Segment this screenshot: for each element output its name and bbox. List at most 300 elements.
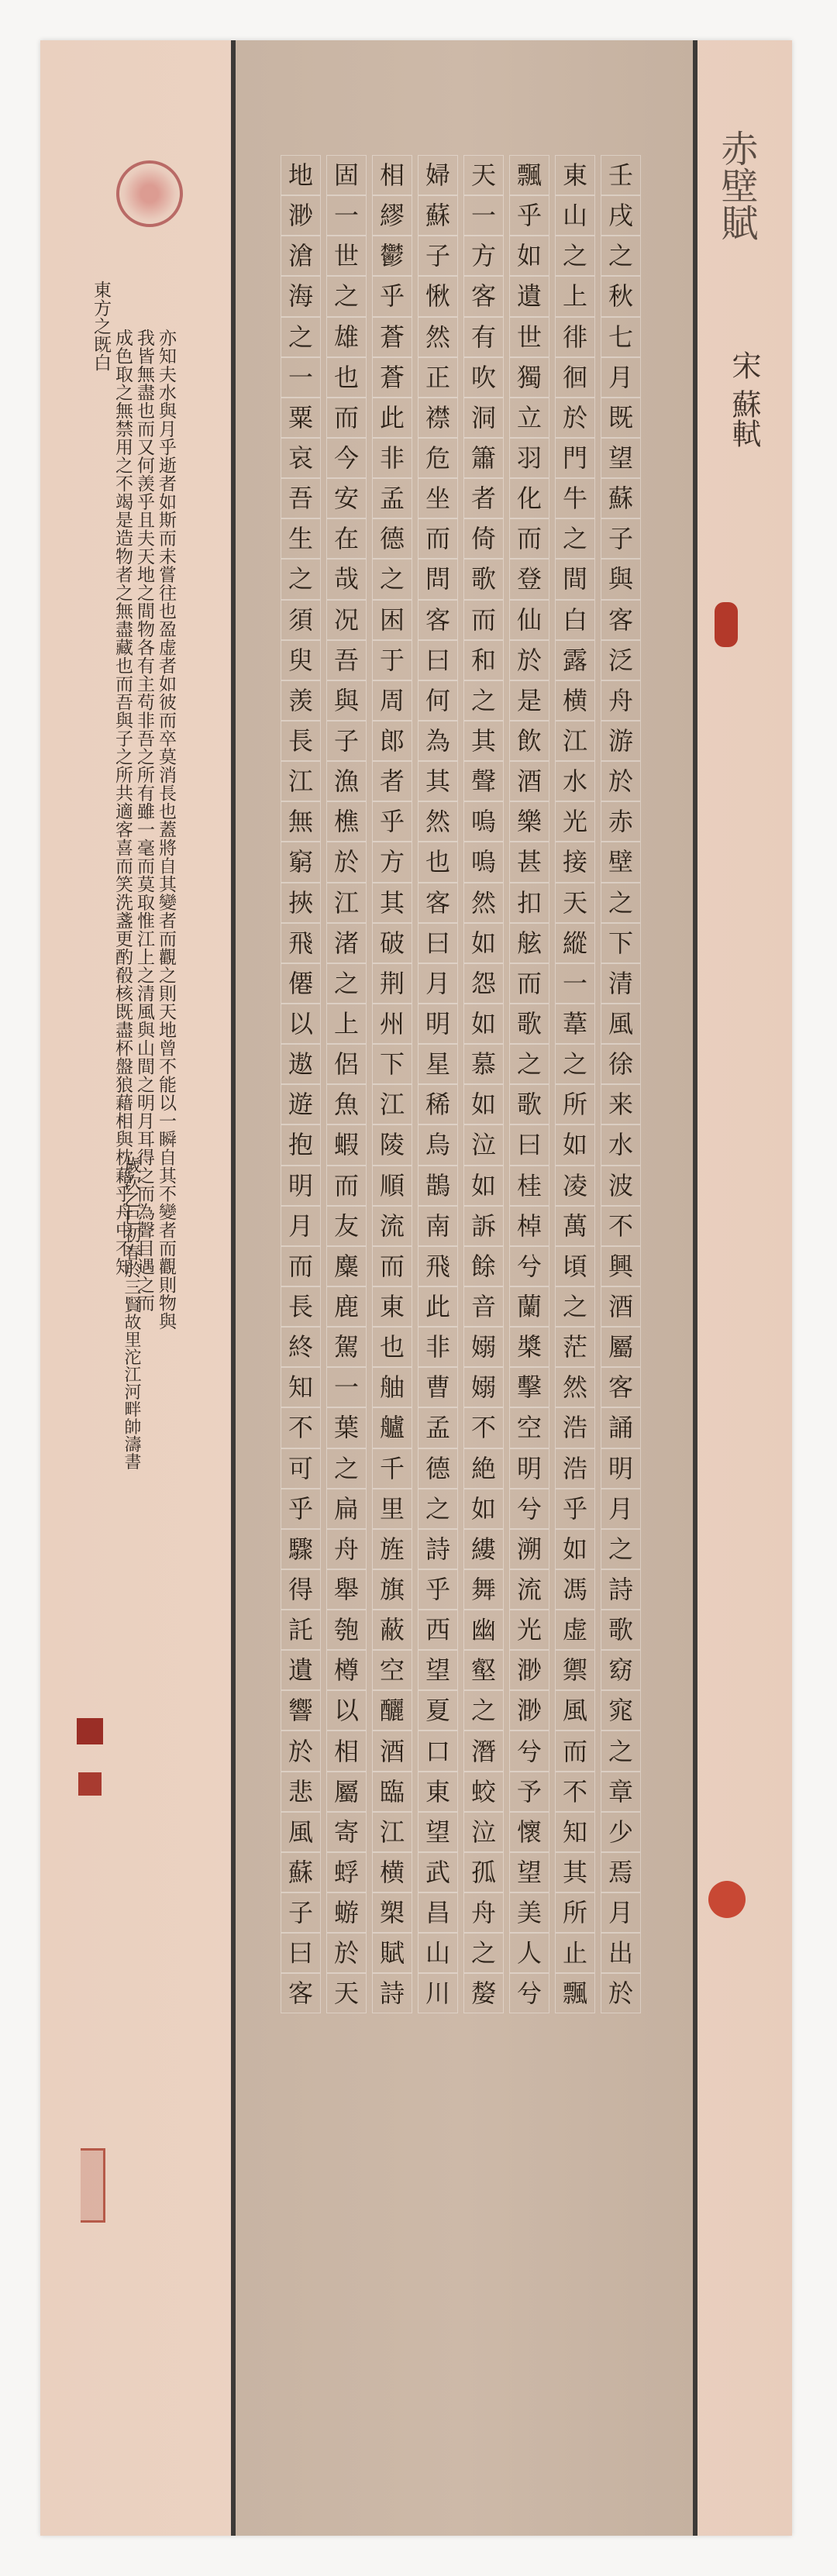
- character-cell: 江: [372, 1084, 412, 1124]
- character-cell: 洞: [463, 398, 504, 438]
- character-cell: 舳: [372, 1367, 412, 1407]
- character-cell: 舟: [463, 1892, 504, 1933]
- character-cell: 下: [372, 1044, 412, 1084]
- character-cell: 之: [555, 518, 595, 559]
- character-cell: 舷: [509, 923, 549, 963]
- character-cell: 生: [281, 518, 321, 559]
- character-cell: 月: [281, 1206, 321, 1246]
- character-cell: 順: [372, 1166, 412, 1206]
- character-cell: 誦: [601, 1407, 641, 1448]
- character-cell: 乎: [418, 1569, 458, 1610]
- character-cell: 酒: [372, 1731, 412, 1771]
- character-cell: 歌: [463, 559, 504, 599]
- character-cell: 寄: [326, 1812, 367, 1852]
- character-cell: 其: [372, 883, 412, 923]
- character-cell: 粟: [281, 398, 321, 438]
- character-cell: 徊: [555, 357, 595, 398]
- character-cell: 孟: [418, 1407, 458, 1448]
- character-cell: 友: [326, 1206, 367, 1246]
- side-text-column-3: 成色取之無禁用之不竭是造物者之無盡藏也而吾與子之所共適客喜而笑洗盞更酌殽核既盡杯盤狼藉相與枕藉乎舟中不知: [112, 329, 133, 1276]
- character-cell: 者: [372, 761, 412, 801]
- character-cell: 所: [555, 1892, 595, 1933]
- character-cell: 不: [555, 1772, 595, 1812]
- character-cell: 接: [555, 842, 595, 882]
- character-cell: 乎: [555, 1489, 595, 1529]
- character-cell: 乎: [372, 276, 412, 316]
- character-cell: 客: [601, 600, 641, 640]
- character-cell: 東: [372, 1286, 412, 1327]
- text-column: [463, 155, 504, 2499]
- character-cell: 擊: [509, 1367, 549, 1407]
- character-cell: 風: [281, 1812, 321, 1852]
- character-cell: 下: [601, 923, 641, 963]
- character-cell: 子: [601, 518, 641, 559]
- character-cell: 長: [281, 1286, 321, 1327]
- character-cell: 安: [326, 478, 367, 518]
- character-cell: 於: [601, 761, 641, 801]
- character-cell: 其: [418, 761, 458, 801]
- character-cell: 蒼: [372, 317, 412, 357]
- character-cell: 立: [509, 398, 549, 438]
- character-cell: 飛: [281, 923, 321, 963]
- character-cell: 子: [326, 721, 367, 761]
- character-cell: 曰: [281, 1933, 321, 1973]
- character-cell: 須: [281, 600, 321, 640]
- character-cell: 者: [463, 478, 504, 518]
- character-cell: 鵲: [418, 1166, 458, 1206]
- character-cell: 世: [509, 317, 549, 357]
- round-seal-stamp: [116, 160, 183, 227]
- character-cell: 無: [281, 801, 321, 842]
- character-cell: 有: [463, 317, 504, 357]
- character-cell: 而: [281, 1246, 321, 1286]
- character-cell: 遊: [281, 1084, 321, 1124]
- character-cell: 天: [326, 1973, 367, 2013]
- character-cell: 如: [463, 923, 504, 963]
- character-cell: 愀: [418, 276, 458, 316]
- character-cell: 况: [326, 600, 367, 640]
- character-cell: 空: [372, 1650, 412, 1690]
- character-cell: 坐: [418, 478, 458, 518]
- character-cell: 壁: [601, 842, 641, 882]
- character-cell: 門: [555, 438, 595, 478]
- character-cell: 明: [418, 1004, 458, 1044]
- character-cell: 州: [372, 1004, 412, 1044]
- character-cell: 如: [463, 1489, 504, 1529]
- character-cell: 飄: [555, 1973, 595, 2013]
- character-cell: 而: [555, 1731, 595, 1771]
- character-cell: 美: [509, 1892, 549, 1933]
- character-cell: 方: [372, 842, 412, 882]
- character-cell: 曹: [418, 1367, 458, 1407]
- character-cell: 空: [509, 1407, 549, 1448]
- character-cell: 子: [281, 1892, 321, 1933]
- character-cell: 一: [326, 195, 367, 236]
- character-cell: 然: [463, 883, 504, 923]
- character-cell: 賦: [372, 1933, 412, 1973]
- character-cell: 在: [326, 518, 367, 559]
- character-cell: 於: [281, 1731, 321, 1771]
- signature-seal-2: [78, 1772, 102, 1796]
- character-cell: 横: [372, 1852, 412, 1892]
- text-column: [601, 155, 641, 2499]
- character-cell: 泛: [601, 640, 641, 680]
- character-cell: 舟: [601, 680, 641, 721]
- character-cell: 相: [372, 155, 412, 195]
- character-cell: 響: [281, 1690, 321, 1731]
- character-cell: 吾: [281, 478, 321, 518]
- character-cell: 襟: [418, 398, 458, 438]
- character-cell: 不: [281, 1407, 321, 1448]
- character-cell: 漁: [326, 761, 367, 801]
- character-cell: 戌: [601, 195, 641, 236]
- character-cell: 蘭: [509, 1286, 549, 1327]
- character-cell: 口: [418, 1731, 458, 1771]
- character-cell: 窈: [601, 1650, 641, 1690]
- character-cell: 此: [418, 1286, 458, 1327]
- character-cell: 而: [326, 398, 367, 438]
- character-cell: 以: [326, 1690, 367, 1731]
- character-cell: 之: [418, 1489, 458, 1529]
- character-cell: 之: [463, 680, 504, 721]
- character-cell: 地: [281, 155, 321, 195]
- character-cell: 如: [463, 1166, 504, 1206]
- character-cell: 浩: [555, 1448, 595, 1489]
- character-cell: 水: [555, 761, 595, 801]
- character-cell: 懷: [509, 1812, 549, 1852]
- character-cell: 雄: [326, 317, 367, 357]
- character-cell: 而: [509, 963, 549, 1004]
- character-cell: 之: [281, 317, 321, 357]
- character-cell: 南: [418, 1206, 458, 1246]
- character-cell: 望: [418, 1812, 458, 1852]
- character-cell: 光: [509, 1610, 549, 1650]
- character-cell: 與: [601, 559, 641, 599]
- character-cell: 山: [555, 195, 595, 236]
- character-cell: 之: [555, 1286, 595, 1327]
- character-cell: 間: [555, 559, 595, 599]
- character-cell: 一: [555, 963, 595, 1004]
- character-cell: 以: [281, 1004, 321, 1044]
- character-cell: 千: [372, 1448, 412, 1489]
- character-cell: 清: [601, 963, 641, 1004]
- character-cell: 固: [326, 155, 367, 195]
- character-cell: 酒: [509, 761, 549, 801]
- character-cell: 露: [555, 640, 595, 680]
- character-cell: 烏: [418, 1124, 458, 1165]
- character-cell: 海: [281, 276, 321, 316]
- text-column: [281, 155, 321, 2499]
- character-cell: 哀: [281, 438, 321, 478]
- character-cell: 東: [418, 1772, 458, 1812]
- character-cell: 章: [601, 1772, 641, 1812]
- character-cell: 餘: [463, 1246, 504, 1286]
- character-cell: 月: [418, 963, 458, 1004]
- character-cell: 如: [463, 1004, 504, 1044]
- character-cell: 里: [372, 1489, 412, 1529]
- character-cell: 客: [418, 883, 458, 923]
- character-cell: 樵: [326, 801, 367, 842]
- character-cell: 望: [418, 1650, 458, 1690]
- character-cell: 樂: [509, 801, 549, 842]
- poem-title: 赤壁賦: [715, 129, 758, 241]
- character-cell: 登: [509, 559, 549, 599]
- character-cell: 出: [601, 1933, 641, 1973]
- character-cell: 所: [555, 1084, 595, 1124]
- character-cell: 東: [555, 155, 595, 195]
- character-cell: 然: [418, 317, 458, 357]
- character-cell: 渺: [281, 195, 321, 236]
- character-cell: 如: [555, 1124, 595, 1165]
- character-cell: 稀: [418, 1084, 458, 1124]
- character-cell: 月: [601, 1892, 641, 1933]
- character-cell: 非: [372, 438, 412, 478]
- character-cell: 流: [372, 1206, 412, 1246]
- character-cell: 江: [372, 1812, 412, 1852]
- character-cell: 破: [372, 923, 412, 963]
- character-cell: 德: [418, 1448, 458, 1489]
- character-cell: 釃: [372, 1690, 412, 1731]
- character-cell: 少: [601, 1812, 641, 1852]
- character-cell: 窮: [281, 842, 321, 882]
- character-cell: 非: [418, 1327, 458, 1367]
- character-cell: 曰: [418, 640, 458, 680]
- character-cell: 曰: [509, 1124, 549, 1165]
- character-cell: 流: [509, 1569, 549, 1610]
- character-cell: 音: [463, 1286, 504, 1327]
- character-cell: 舟: [326, 1529, 367, 1569]
- character-cell: 一: [326, 1367, 367, 1407]
- character-cell: 子: [418, 236, 458, 276]
- character-cell: 蝣: [326, 1892, 367, 1933]
- character-cell: 鬱: [372, 236, 412, 276]
- character-cell: 嫋: [463, 1327, 504, 1367]
- character-cell: 今: [326, 438, 367, 478]
- character-cell: 歌: [509, 1084, 549, 1124]
- character-cell: 相: [326, 1731, 367, 1771]
- poem-author: 宋 蘇軾: [727, 350, 761, 449]
- character-cell: 槳: [509, 1327, 549, 1367]
- character-cell: 得: [281, 1569, 321, 1610]
- character-cell: 窕: [601, 1690, 641, 1731]
- character-cell: 徘: [555, 317, 595, 357]
- character-cell: 萬: [555, 1206, 595, 1246]
- character-cell: 馮: [555, 1569, 595, 1610]
- character-cell: 長: [281, 721, 321, 761]
- character-cell: 浩: [555, 1407, 595, 1448]
- colophon: 歲次乙巳初春於三賢故里沱江河畔帥濤書: [122, 1156, 141, 1470]
- character-cell: 潛: [463, 1731, 504, 1771]
- character-cell: 孤: [463, 1852, 504, 1892]
- character-cell: 之: [281, 559, 321, 599]
- character-cell: 於: [326, 1933, 367, 1973]
- character-cell: 葉: [326, 1407, 367, 1448]
- character-cell: 興: [601, 1246, 641, 1286]
- character-cell: 驟: [281, 1529, 321, 1569]
- character-cell: 詩: [601, 1569, 641, 1610]
- character-cell: 飛: [418, 1246, 458, 1286]
- character-cell: 羽: [509, 438, 549, 478]
- character-cell: 止: [555, 1933, 595, 1973]
- character-cell: 扁: [326, 1489, 367, 1529]
- edge-seal-stamp: [81, 2148, 105, 2223]
- character-cell: 於: [601, 1973, 641, 2013]
- character-cell: 蒼: [372, 357, 412, 398]
- character-cell: 渚: [326, 923, 367, 963]
- character-cell: 孟: [372, 478, 412, 518]
- character-cell: 知: [555, 1812, 595, 1852]
- author-seal: [715, 602, 738, 647]
- character-cell: 如: [509, 236, 549, 276]
- character-cell: 武: [418, 1852, 458, 1892]
- character-cell: 兮: [509, 1973, 549, 2013]
- character-cell: 蘇: [601, 478, 641, 518]
- character-cell: 江: [281, 761, 321, 801]
- character-cell: 抱: [281, 1124, 321, 1165]
- character-cell: 也: [326, 357, 367, 398]
- character-cell: 麋: [326, 1246, 367, 1286]
- character-cell: 蘇: [418, 195, 458, 236]
- character-cell: 匏: [326, 1610, 367, 1650]
- character-cell: 而: [326, 1166, 367, 1206]
- side-text-column-4: 東方之既白: [91, 281, 111, 372]
- character-cell: 客: [463, 276, 504, 316]
- character-cell: 吹: [463, 357, 504, 398]
- character-cell: 乎: [281, 1489, 321, 1529]
- character-cell: 如: [463, 1084, 504, 1124]
- character-cell: 明: [601, 1448, 641, 1489]
- character-cell: 絶: [463, 1448, 504, 1489]
- character-cell: 聲: [463, 761, 504, 801]
- character-cell: 甚: [509, 842, 549, 882]
- character-cell: 既: [601, 398, 641, 438]
- character-cell: 水: [601, 1124, 641, 1165]
- character-cell: 渺: [509, 1650, 549, 1690]
- character-cell: 槊: [372, 1892, 412, 1933]
- character-cell: 託: [281, 1610, 321, 1650]
- character-cell: 而: [509, 518, 549, 559]
- character-cell: 臾: [281, 640, 321, 680]
- character-cell: 蛟: [463, 1772, 504, 1812]
- character-cell: 也: [418, 842, 458, 882]
- calligraphy-scroll: [40, 40, 792, 2536]
- character-cell: 羡: [281, 680, 321, 721]
- character-cell: 仙: [509, 600, 549, 640]
- character-cell: 知: [281, 1367, 321, 1407]
- character-cell: 泣: [463, 1124, 504, 1165]
- text-column: [509, 155, 549, 2499]
- character-cell: 此: [372, 398, 412, 438]
- character-cell: 倚: [463, 518, 504, 559]
- character-cell: 之: [555, 1044, 595, 1084]
- character-cell: 慕: [463, 1044, 504, 1084]
- character-cell: 詩: [372, 1973, 412, 2013]
- character-cell: 然: [555, 1367, 595, 1407]
- character-cell: 方: [463, 236, 504, 276]
- character-cell: 焉: [601, 1852, 641, 1892]
- character-cell: 壬: [601, 155, 641, 195]
- text-column: [418, 155, 458, 2499]
- character-cell: 歌: [601, 1610, 641, 1650]
- character-cell: 之: [509, 1044, 549, 1084]
- character-cell: 来: [601, 1084, 641, 1124]
- character-cell: 江: [326, 883, 367, 923]
- character-cell: 駕: [326, 1327, 367, 1367]
- character-cell: 何: [418, 680, 458, 721]
- character-cell: 昌: [418, 1892, 458, 1933]
- character-cell: 星: [418, 1044, 458, 1084]
- character-cell: 江: [555, 721, 595, 761]
- character-cell: 頃: [555, 1246, 595, 1286]
- character-cell: 上: [326, 1004, 367, 1044]
- character-cell: 舉: [326, 1569, 367, 1610]
- character-cell: 飲: [509, 721, 549, 761]
- character-cell: 風: [555, 1690, 595, 1731]
- character-cell: 怨: [463, 963, 504, 1004]
- character-cell: 繆: [372, 195, 412, 236]
- character-cell: 詩: [418, 1529, 458, 1569]
- character-cell: 酒: [601, 1286, 641, 1327]
- character-cell: 不: [463, 1407, 504, 1448]
- character-cell: 棹: [509, 1206, 549, 1246]
- character-cell: 臨: [372, 1772, 412, 1812]
- signature-seal-1: [77, 1718, 103, 1744]
- character-cell: 而: [463, 600, 504, 640]
- side-text-column-2: 我皆無盡也而又何羡乎且夫天地之間物各有主苟非吾之所有雖一毫而莫取惟江上之清風與山間之明月耳得之而為聲目遇之而: [134, 329, 154, 1312]
- character-cell: 其: [463, 721, 504, 761]
- character-cell: 蝦: [326, 1124, 367, 1165]
- character-cell: 旗: [372, 1569, 412, 1610]
- character-cell: 舞: [463, 1569, 504, 1610]
- character-cell: 蜉: [326, 1852, 367, 1892]
- character-cell: 終: [281, 1327, 321, 1367]
- character-cell: 之: [463, 1690, 504, 1731]
- character-cell: 西: [418, 1610, 458, 1650]
- character-cell: 横: [555, 680, 595, 721]
- character-cell: 為: [418, 721, 458, 761]
- character-cell: 德: [372, 518, 412, 559]
- character-cell: 月: [601, 1489, 641, 1529]
- character-cell: 危: [418, 438, 458, 478]
- character-cell: 牛: [555, 478, 595, 518]
- character-cell: 遺: [509, 276, 549, 316]
- character-cell: 光: [555, 801, 595, 842]
- character-cell: 之: [601, 236, 641, 276]
- character-cell: 和: [463, 640, 504, 680]
- character-cell: 赤: [601, 801, 641, 842]
- character-cell: 可: [281, 1448, 321, 1489]
- character-cell: 哉: [326, 559, 367, 599]
- character-cell: 陵: [372, 1124, 412, 1165]
- character-cell: 白: [555, 600, 595, 640]
- character-cell: 於: [509, 640, 549, 680]
- character-cell: 之: [326, 276, 367, 316]
- character-cell: 也: [372, 1327, 412, 1367]
- character-cell: 凌: [555, 1166, 595, 1206]
- character-cell: 渺: [509, 1690, 549, 1731]
- character-cell: 鹿: [326, 1286, 367, 1327]
- character-cell: 兮: [509, 1731, 549, 1771]
- character-cell: 屬: [601, 1327, 641, 1367]
- character-cell: 縱: [555, 923, 595, 963]
- character-cell: 縷: [463, 1529, 504, 1569]
- character-cell: 天: [463, 155, 504, 195]
- character-cell: 上: [555, 276, 595, 316]
- character-cell: 禦: [555, 1650, 595, 1690]
- character-cell: 茫: [555, 1327, 595, 1367]
- character-cell: 望: [601, 438, 641, 478]
- character-cell: 川: [418, 1973, 458, 2013]
